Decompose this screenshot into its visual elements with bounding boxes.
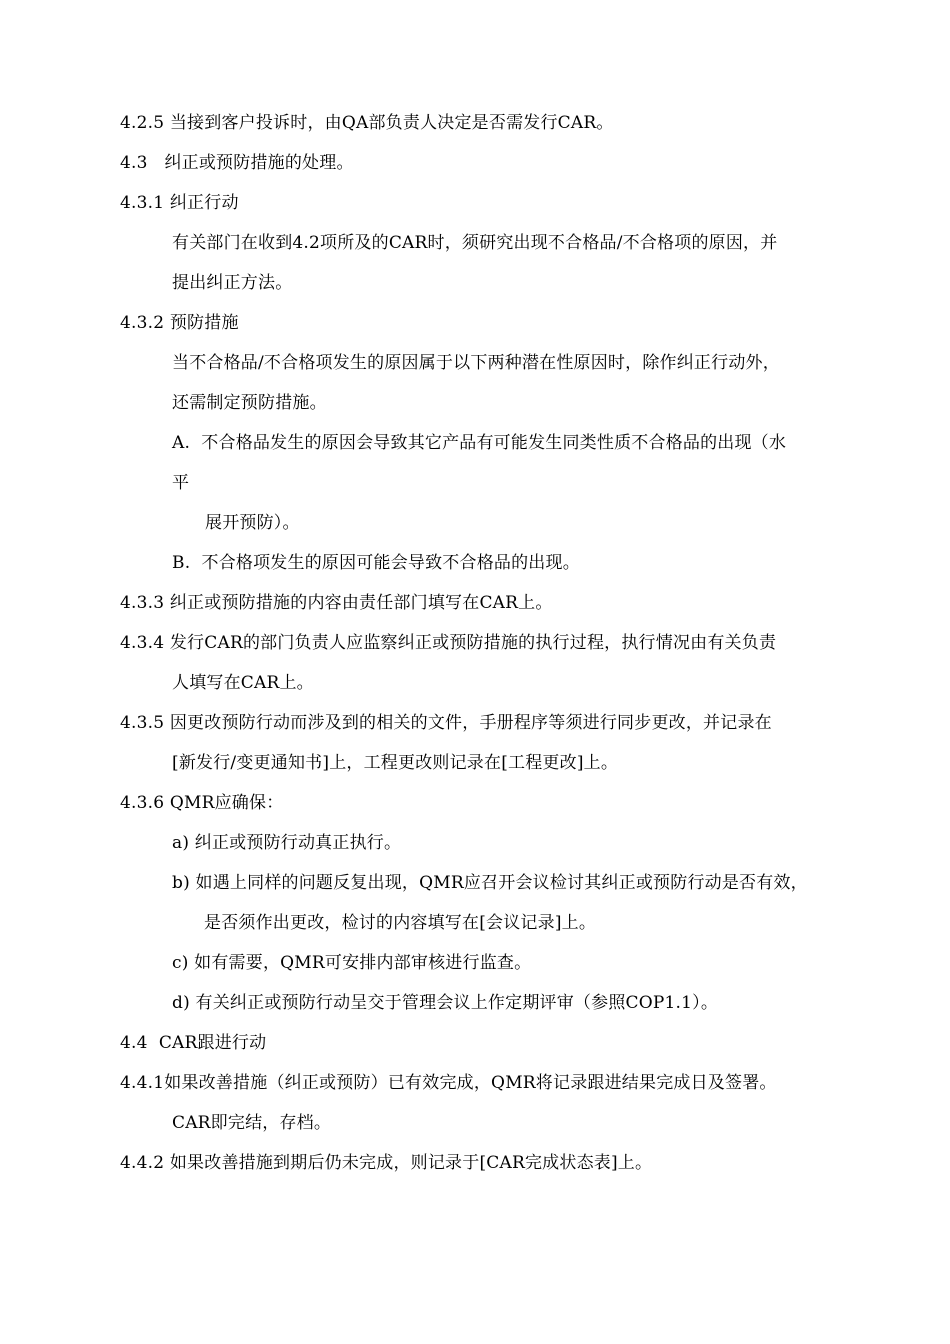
clause-4-3-1-body-line2: 提出纠正方法。 <box>172 273 293 293</box>
item-a-line3: 展开预防）。 <box>205 513 300 533</box>
clause-4-3-2-body-line2: 还需制定预防措施。 <box>172 393 327 413</box>
item-b-lower-line2: 是否须作出更改，检讨的内容填写在[会议记录]上。 <box>204 913 597 933</box>
clause-4-3-4-line2: 人填写在CAR上。 <box>172 673 314 693</box>
item-a-line2: 平 <box>172 473 190 493</box>
clause-4-3-5-line2: [新发行/变更通知书]上，工程更改则记录在[工程更改]上。 <box>172 753 619 773</box>
item-a-lower: a) 纠正或预防行动真正执行。 <box>172 833 402 853</box>
clause-4-3-4-line1: 4.3.4 发行CAR的部门负责人应监察纠正或预防措施的执行过程，执行情况由有关负责 <box>120 633 777 653</box>
clause-4-3-1-heading: 4.3.1 纠正行动 <box>120 193 239 213</box>
clause-4-3-2-heading: 4.3.2 预防措施 <box>120 313 239 333</box>
clause-4-3-3: 4.3.3 纠正或预防措施的内容由责任部门填写在CAR上。 <box>120 593 553 613</box>
item-d: d) 有关纠正或预防行动呈交于管理会议上作定期评审（参照COP1.1）。 <box>172 993 719 1013</box>
clause-4-3-5-line1: 4.3.5 因更改预防行动而涉及到的相关的文件，手册程序等须进行同步更改，并记录在 <box>120 713 772 733</box>
clause-4-4-1-line2: CAR即完结，存档。 <box>172 1113 332 1133</box>
clause-4-2-5: 4.2.5 当接到客户投诉时，由QA部负责人决定是否需发行CAR。 <box>120 113 614 133</box>
item-c: c) 如有需要，QMR可安排内部审核进行监查。 <box>172 953 532 973</box>
item-b: B. 不合格项发生的原因可能会导致不合格品的出现。 <box>172 553 580 573</box>
clause-4-3-2-body-line1: 当不合格品/不合格项发生的原因属于以下两种潜在性原因时，除作纠正行动外， <box>172 353 780 373</box>
clause-4-3-6-heading: 4.3.6 QMR应确保： <box>120 793 284 813</box>
item-b-lower-line1: b) 如遇上同样的问题反复出现，QMR应召开会议检讨其纠正或预防行动是否有效， <box>172 873 808 893</box>
clause-4-3-1-body-line1: 有关部门在收到4.2项所及的CAR时，须研究出现不合格品/不合格项的原因，并 <box>172 233 778 253</box>
clause-4-4-2: 4.4.2 如果改善措施到期后仍未完成，则记录于[CAR完成状态表]上。 <box>120 1153 653 1173</box>
item-a-line1: A. 不合格品发生的原因会导致其它产品有可能发生同类性质不合格品的出现（水 <box>172 433 787 453</box>
clause-4-4-1-line1: 4.4.1如果改善措施（纠正或预防）已有效完成，QMR将记录跟进结果完成日及签署。 <box>120 1073 777 1093</box>
clause-4-3-heading: 4.3 纠正或预防措施的处理。 <box>120 153 354 173</box>
clause-4-4-heading: 4.4 CAR跟进行动 <box>120 1033 267 1053</box>
